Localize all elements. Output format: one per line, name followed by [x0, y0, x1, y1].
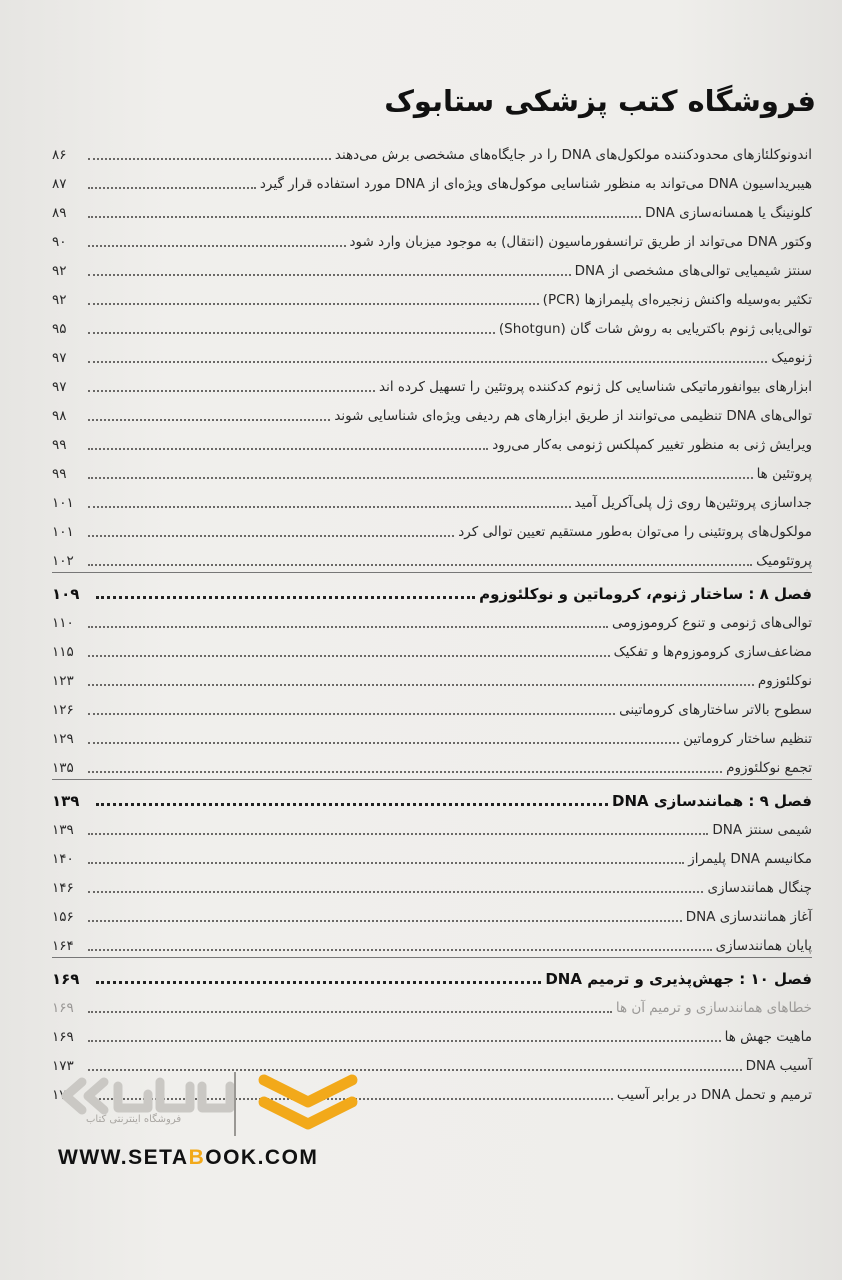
- toc-entry-row: [52, 750, 812, 779]
- toc-entry-row: [52, 514, 812, 543]
- entry-title: نوکلئوزوم: [757, 673, 812, 689]
- dot-leader: [88, 712, 615, 715]
- toc-entry-row: [52, 282, 812, 311]
- entry-title: شیمی سنتز DNA: [712, 822, 812, 838]
- page-number: ۱۴۶: [52, 880, 74, 896]
- toc-chapter-row: [52, 782, 812, 812]
- page-number: ۱۲۶: [52, 702, 74, 718]
- toc-entry-row: [52, 398, 812, 427]
- dot-leader: [96, 980, 541, 984]
- dot-leader: [88, 683, 754, 686]
- dot-leader: [88, 890, 703, 893]
- toc-entry-row: [52, 605, 812, 634]
- page-number: ۱۳۹: [52, 822, 74, 838]
- chapter-title: فصل ۸ : ساختار ژنوم، کروماتین و نوکلئوزوم: [479, 585, 812, 603]
- page-number: ۱۶۴: [52, 938, 74, 954]
- toc-entry-row: [52, 485, 812, 514]
- dot-leader: [88, 360, 767, 363]
- entry-title: پروتئین ها: [756, 466, 812, 482]
- entry-title: پروتئومیک: [756, 553, 812, 569]
- logo-url-suffix: OOK.COM: [205, 1146, 319, 1169]
- toc-entry-row: [52, 340, 812, 369]
- page-number: ۹۷: [52, 379, 67, 395]
- toc-chapter-row: [52, 575, 812, 605]
- dot-leader: [88, 625, 608, 628]
- entry-title: ماهیت جهش ها: [724, 1029, 812, 1045]
- dot-leader: [88, 273, 571, 276]
- toc-entry-row: [52, 195, 812, 224]
- dot-leader: [88, 832, 708, 835]
- entry-title: پایان همانندسازی: [715, 938, 812, 954]
- page-number: ۸۹: [52, 205, 67, 221]
- book-chevron-icon: [256, 1068, 360, 1138]
- toc-entry-row: [52, 456, 812, 485]
- dot-leader: [88, 505, 571, 508]
- dot-leader: [88, 418, 330, 421]
- logo-url-highlight: B: [188, 1146, 206, 1169]
- page-number: ۱۱۵: [52, 644, 74, 660]
- page-number: ۹۷: [52, 350, 67, 366]
- entry-title: تکثیر به‌وسیله واکنش زنجیره‌ای پلیمرازها (PCR): [542, 292, 812, 308]
- logo-url: [58, 1146, 318, 1170]
- dot-leader: [88, 186, 256, 189]
- toc-entry-row: [52, 224, 812, 253]
- toc-entry-row: [52, 899, 812, 928]
- dot-leader: [88, 770, 722, 773]
- toc-entry-row: [52, 812, 812, 841]
- entry-title: ترمیم و تحمل DNA در برابر آسیب: [616, 1087, 812, 1103]
- page-number: ۱۵۶: [52, 909, 74, 925]
- toc-entry-row: [52, 311, 812, 340]
- dot-leader: [96, 595, 475, 599]
- dot-leader: [88, 563, 752, 566]
- entry-title: ژنومیک: [771, 350, 812, 366]
- chapter-title: فصل ۹ : همانندسازی DNA: [612, 792, 812, 810]
- dot-leader: [88, 389, 375, 392]
- toc-entry-row: [52, 990, 812, 1019]
- page-number: ۱۲۹: [52, 731, 74, 747]
- entry-title: ابزارهای بیوانفورماتیکی شناسایی کل ژنوم کدکننده پروتئین را تسهیل کرده اند: [379, 379, 812, 395]
- toc-entry-row: [52, 928, 812, 957]
- entry-title: سطوح بالاتر ساختارهای کروماتینی: [619, 702, 812, 718]
- entry-title: آسیب DNA: [745, 1058, 812, 1074]
- dot-leader: [88, 654, 610, 657]
- toc-entry-row: [52, 663, 812, 692]
- entry-title: سنتز شیمیایی توالی‌های مشخصی از DNA: [574, 263, 812, 279]
- toc-entry-row: [52, 1019, 812, 1048]
- toc-entry-row: [52, 543, 812, 572]
- page-number: ۱۱۰: [52, 615, 74, 631]
- entry-title: مولکول‌های پروتئینی را می‌توان به‌طور مستقیم تعیین توالی کرد: [458, 524, 812, 540]
- chapter-title: فصل ۱۰ : جهش‌پذیری و ترمیم DNA: [545, 970, 812, 988]
- entry-title: جداسازی پروتئین‌ها روی ژل پلی‌آکریل آمید: [574, 495, 812, 511]
- page-number: ۹۹: [52, 466, 67, 482]
- page-number: ۱۰۲: [52, 553, 74, 569]
- chapter-divider: [52, 957, 812, 958]
- logo-url-prefix: WWW.SETA: [58, 1146, 189, 1169]
- entry-title: توالی‌های ژنومی و تنوع کروموزومی: [611, 615, 812, 631]
- entry-title: تنظیم ساختار کروماتین: [683, 731, 812, 747]
- page-number: ۱۶۹: [52, 970, 80, 988]
- toc-entry-row: [52, 369, 812, 398]
- chapter-divider: [52, 779, 812, 780]
- dot-leader: [88, 741, 679, 744]
- page-number: ۹۰: [52, 234, 67, 250]
- page-number: ۱۶۹: [52, 1029, 74, 1045]
- entry-title: اندونوکلئازهای محدودکننده مولکول‌های DNA را در جایگاه‌های مشخصی برش می‌دهند: [334, 147, 812, 163]
- page-number: ۹۵: [52, 321, 67, 337]
- store-title: فروشگاه کتب پزشکی ستابوک: [384, 84, 816, 118]
- logo-tagline: فروشگاه اینترنتی کتاب: [86, 1114, 182, 1125]
- entry-title: تجمع نوکلئوزوم: [726, 760, 812, 776]
- dot-leader: [88, 476, 753, 479]
- toc-entry-row: [52, 427, 812, 456]
- entry-title: توالی‌یابی ژنوم باکتریایی به روش شات گان (Shotgun): [498, 321, 812, 337]
- toc-entry-row: [52, 870, 812, 899]
- dot-leader: [96, 802, 608, 806]
- entry-title: خطاهای همانندسازی و ترمیم آن ها: [615, 1000, 812, 1016]
- dot-leader: [88, 948, 712, 951]
- page-number: ۸۷: [52, 176, 67, 192]
- page-number: ۸۶: [52, 147, 67, 163]
- entry-title: توالی‌های DNA تنظیمی می‌توانند از طریق ابزارهای هم ردیفی ویژه‌ای شناسایی شوند: [334, 408, 812, 424]
- page-number: ۱۷۳: [52, 1058, 74, 1074]
- dot-leader: [88, 331, 495, 334]
- page-number: ۱۷۶: [52, 1087, 74, 1103]
- entry-title: وکتور DNA می‌تواند از طریق ترانسفورماسیون (انتقال) به موجود میزبان وارد شود: [349, 234, 812, 250]
- entry-title: مکانیسم DNA پلیمراز: [688, 851, 812, 867]
- table-of-contents: [52, 137, 812, 1106]
- toc-entry-row: [52, 634, 812, 663]
- page-number: ۱۰۱: [52, 524, 74, 540]
- dot-leader: [88, 1010, 612, 1013]
- toc-entry-row: [52, 166, 812, 195]
- page-number: ۹۹: [52, 437, 67, 453]
- entry-title: آغاز همانندسازی DNA: [685, 909, 812, 925]
- page-number: ۱۰۹: [52, 585, 80, 603]
- dot-leader: [88, 861, 684, 864]
- toc-entry-row: [52, 721, 812, 750]
- dot-leader: [88, 919, 682, 922]
- dot-leader: [88, 447, 488, 450]
- dot-leader: [88, 302, 539, 305]
- entry-title: ویرایش ژنی به منظور تغییر کمپلکس ژنومی به‌کار می‌رود: [492, 437, 812, 453]
- dot-leader: [88, 1039, 721, 1042]
- page-number: ۱۳۹: [52, 792, 80, 810]
- page-number: ۹۲: [52, 263, 67, 279]
- toc-chapter-row: [52, 960, 812, 990]
- page-number: ۱۰۱: [52, 495, 74, 511]
- dot-leader: [88, 244, 346, 247]
- dot-leader: [88, 157, 331, 160]
- entry-title: هیبریداسیون DNA می‌تواند به منظور شناسایی موکول‌های ویژه‌ای از DNA مورد استفاده قرار گیرد: [259, 176, 812, 192]
- toc-entry-row: [52, 253, 812, 282]
- logo-divider: [234, 1072, 236, 1136]
- page-number: ۱۳۵: [52, 760, 74, 776]
- entry-title: مضاعف‌سازی کروموزوم‌ها و تفکیک: [613, 644, 812, 660]
- page-number: ۱۴۰: [52, 851, 74, 867]
- dot-leader: [88, 534, 454, 537]
- setabook-logo: [52, 1068, 362, 1174]
- entry-title: کلونینگ یا همسانه‌سازی DNA: [645, 205, 812, 221]
- page-number: ۱۶۹: [52, 1000, 74, 1016]
- page-number: ۱۲۳: [52, 673, 74, 689]
- page-number: ۹۸: [52, 408, 67, 424]
- toc-entry-row: [52, 841, 812, 870]
- dot-leader: [88, 215, 641, 218]
- entry-title: چنگال همانندسازی: [707, 880, 812, 896]
- toc-entry-row: [52, 692, 812, 721]
- toc-entry-row: [52, 137, 812, 166]
- page-number: ۹۲: [52, 292, 67, 308]
- chapter-divider: [52, 572, 812, 573]
